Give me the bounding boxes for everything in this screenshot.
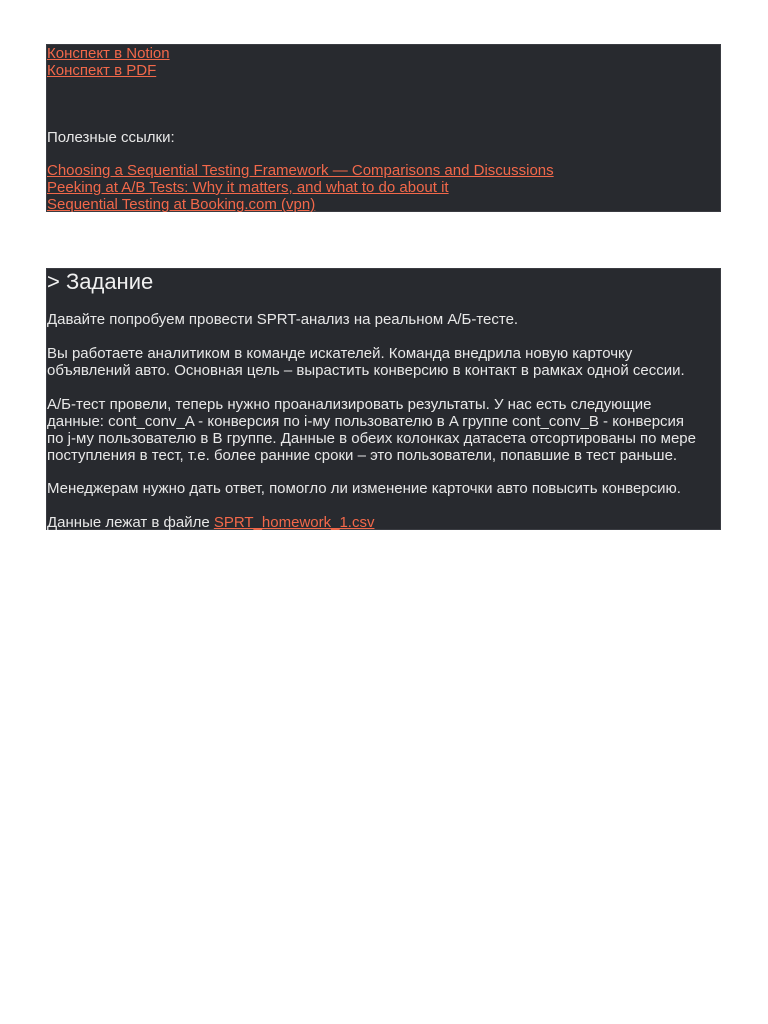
- data-file-prefix: Данные лежат в файле: [47, 514, 214, 531]
- task-intro: Давайте попробуем провести SPRT-анализ на реальном А/Б-тесте.: [47, 311, 519, 328]
- task-p3-line: по j-му пользователю в B группе. Данные в обеих колонках датасета отсортированы по мере: [47, 430, 696, 447]
- useful-links-label: Полезные ссылки:: [47, 129, 175, 146]
- data-file-link[interactable]: SPRT_homework_1.csv: [213, 514, 375, 531]
- task-paragraph-4: Менеджерам нужно дать ответ, помогло ли изменение карточки авто повысить конверсию.: [47, 480, 681, 497]
- useful-links-list: [47, 162, 554, 213]
- task-p2-line: объявлений авто. Основная цель – вырастить конверсию в контакт в рамках одной сессии.: [47, 362, 685, 379]
- task-paragraph-2: [47, 345, 685, 379]
- task-section: [46, 268, 721, 530]
- task-p3-line: А/Б-тест провели, теперь нужно проанализировать результаты. У нас есть следующие: [47, 396, 652, 413]
- pdf-notes-link[interactable]: Конспект в PDF: [47, 62, 157, 79]
- task-p3-line: данные: cont_conv_A - конверсия по i-му пользователю в A группе cont_conv_B - конверсия: [47, 413, 685, 430]
- task-heading: > Задание: [47, 269, 154, 294]
- useful-link-peeking[interactable]: Peeking at A/B Tests: Why it matters, and what to do about it: [47, 179, 449, 196]
- links-section: [46, 44, 721, 212]
- notion-notes-link[interactable]: Конспект в Notion: [47, 45, 170, 62]
- task-data-file: [47, 514, 374, 531]
- useful-link-booking[interactable]: Sequential Testing at Booking.com (vpn): [47, 196, 316, 213]
- useful-link-framework[interactable]: Choosing a Sequential Testing Framework — Comparisons and Discussions: [47, 162, 554, 179]
- task-p2-line: Вы работаете аналитиком в команде искателей. Команда внедрила новую карточку: [47, 345, 633, 362]
- task-paragraph-3: [47, 396, 696, 464]
- task-p3-line: поступления в тест, т.е. более ранние сроки – это пользователи, попавшие в тест раньше.: [47, 447, 678, 464]
